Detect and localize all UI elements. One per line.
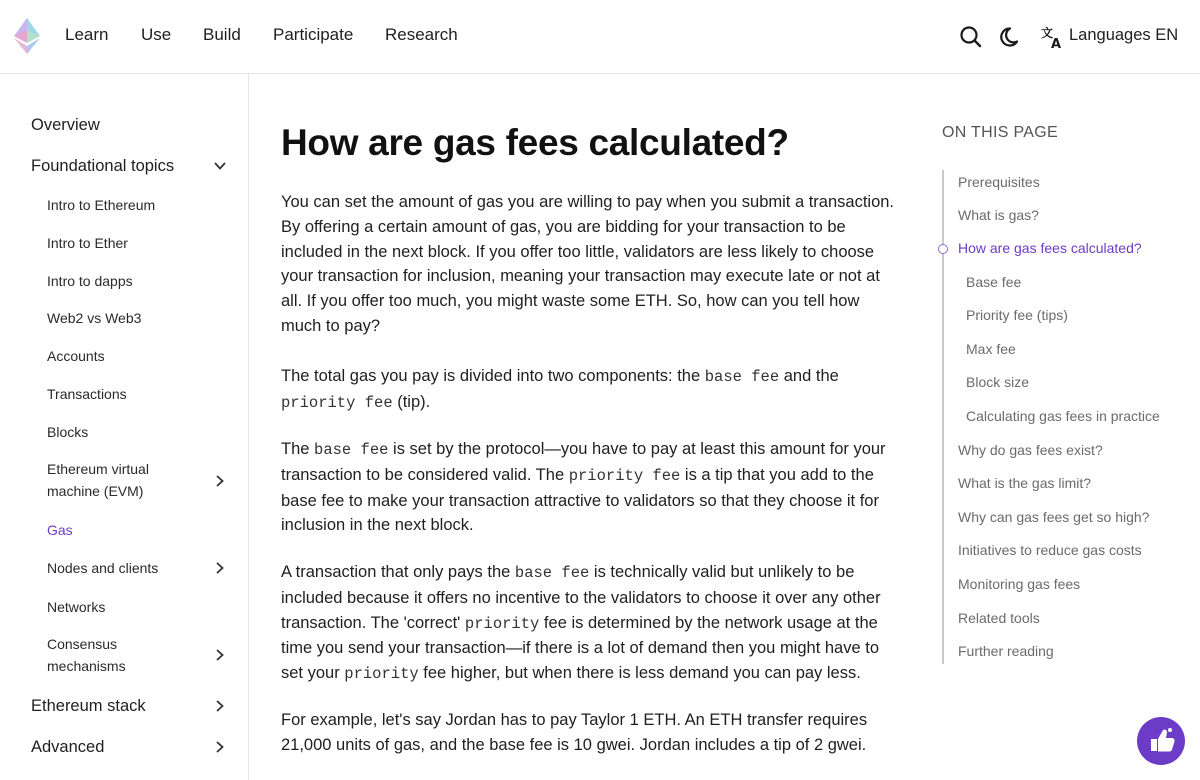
toc-item-why-high[interactable]: Why can gas fees get so high?: [958, 509, 1150, 525]
sidebar-item-accounts[interactable]: Accounts: [47, 348, 105, 364]
nav-participate[interactable]: Participate: [273, 25, 354, 44]
languages-button[interactable]: Languages EN: [1069, 26, 1179, 44]
code-priority: priority: [464, 614, 540, 633]
chevron-right-icon[interactable]: [213, 474, 227, 488]
text: is set by the protocol—you have to pay at least this amount for your transaction to be considered valid. The: [281, 440, 886, 484]
paragraph-example: For example, let's say Jordan has to pay Taylor 1 ETH. An ETH transfer requires 21,000 units of gas, and the base fee is 10 gwei. Jordan includes a tip of 2 gwei.: [281, 711, 868, 754]
paragraph-priority: [281, 560, 899, 687]
chevron-right-icon[interactable]: [213, 740, 227, 754]
toc-item-related-tools[interactable]: Related tools: [958, 610, 1040, 626]
svg-text:A: A: [1051, 37, 1062, 50]
toc-item-why-exist[interactable]: Why do gas fees exist?: [958, 442, 1103, 458]
feedback-button[interactable]: [1137, 717, 1185, 765]
sidebar-item-intro-ethereum[interactable]: Intro to Ethereum: [47, 197, 156, 213]
nav-use[interactable]: Use: [141, 25, 172, 44]
sidebar-item-consensus[interactable]: Consensus mechanisms: [47, 636, 126, 674]
text: A transaction that only pays the: [281, 563, 515, 581]
page-title: How are gas fees calculated?: [281, 122, 789, 163]
paragraph-intro: You can set the amount of gas you are willing to pay when you submit a transaction. By offering a certain amount of gas, you are bidding for your transaction to be included in the next block. If you offer too little, validators are less likely to choose your transaction for inclusion, meaning your transaction may execute late or not at all. If you offer too much, you might waste some ETH. So, how can you tell how much to pay?: [281, 193, 895, 335]
chevron-right-icon[interactable]: [213, 561, 227, 575]
code-priority-fee: priority fee: [281, 393, 393, 412]
toc-item-gas-limit[interactable]: What is the gas limit?: [958, 475, 1092, 491]
toc-item-what-is-gas[interactable]: What is gas?: [958, 207, 1039, 223]
code-base-fee: base fee: [314, 441, 389, 459]
code-base-fee: base fee: [514, 564, 590, 582]
chevron-right-icon[interactable]: [213, 648, 227, 662]
toc-title: ON THIS PAGE: [942, 124, 1058, 141]
toc-item-initiatives[interactable]: Initiatives to reduce gas costs: [958, 542, 1142, 558]
text: (tip).: [392, 392, 431, 411]
chevron-down-icon[interactable]: [213, 159, 227, 173]
toc-item-calculating-practice[interactable]: Calculating gas fees in practice: [966, 408, 1160, 424]
toc-item-prerequisites[interactable]: Prerequisites: [958, 174, 1040, 190]
sidebar-item-blocks[interactable]: Blocks: [47, 424, 89, 440]
sidebar-item-gas[interactable]: Gas: [47, 522, 73, 538]
chevron-right-icon[interactable]: [213, 699, 227, 713]
sidebar-item-networks[interactable]: Networks: [47, 599, 106, 615]
sidebar-item-nodes-clients[interactable]: Nodes and clients: [47, 560, 159, 576]
sidebar-item-web2-vs-web3[interactable]: Web2 vs Web3: [47, 310, 142, 326]
search-icon[interactable]: [958, 24, 984, 50]
toc-item-max-fee[interactable]: Max fee: [966, 341, 1016, 357]
sidebar-item-intro-dapps[interactable]: Intro to dapps: [47, 273, 133, 289]
sidebar-overview[interactable]: Overview: [31, 116, 100, 134]
text: The total gas you pay is divided into two components: the: [281, 367, 705, 385]
text: is a tip that you add to the base fee to make your transaction attractive to validators so that they choose it for inclusion in the next block.: [281, 465, 879, 535]
toc-active-indicator: [938, 244, 948, 254]
code-base-fee: base fee: [704, 368, 780, 386]
toc-item-base-fee[interactable]: Base fee: [966, 274, 1022, 290]
sidebar-item-transactions[interactable]: Transactions: [47, 386, 127, 402]
toc-item-monitoring[interactable]: Monitoring gas fees: [958, 576, 1081, 592]
paragraph-base-fee: [281, 437, 899, 538]
sidebar-foundational-topics[interactable]: Foundational topics: [31, 157, 175, 175]
sidebar-item-intro-ether[interactable]: Intro to Ether: [47, 235, 128, 251]
code-priority-fee: priority fee: [568, 466, 681, 485]
nav-build[interactable]: Build: [203, 25, 241, 44]
svg-text:文: 文: [1041, 26, 1054, 40]
text: fee is determined by the network usage at the time you send your transaction—if there is a lot of demand then you might have to set your: [281, 613, 879, 683]
nav-learn[interactable]: Learn: [65, 25, 109, 44]
sidebar-item-evm[interactable]: Ethereum virtual machine (EVM): [47, 461, 149, 499]
toc-item-how-calculated[interactable]: How are gas fees calculated?: [958, 240, 1142, 256]
paragraph-components: [281, 364, 899, 416]
toc-item-priority-fee[interactable]: Priority fee (tips): [966, 307, 1068, 323]
nav-research[interactable]: Research: [385, 25, 458, 44]
translate-icon[interactable]: [1040, 24, 1066, 50]
text: The: [281, 440, 315, 458]
sidebar-advanced[interactable]: Advanced: [31, 738, 105, 756]
code-priority: priority: [344, 665, 419, 684]
moon-icon[interactable]: [999, 24, 1025, 50]
sidebar-ethereum-stack[interactable]: Ethereum stack: [31, 697, 146, 715]
feedback-icon: [1137, 717, 1185, 765]
text: is technically valid but unlikely to be included because it offers no incentive to the validators to choose it over any other transaction. The 'correct': [281, 563, 881, 632]
text: fee higher, but when there is less demand you can pay less.: [418, 664, 861, 683]
top-navigation: [0, 0, 1200, 74]
toc-item-further-reading[interactable]: Further reading: [958, 643, 1054, 659]
toc-item-block-size[interactable]: Block size: [966, 374, 1030, 390]
text: and the: [779, 367, 839, 385]
ethereum-logo-icon[interactable]: [14, 18, 40, 54]
